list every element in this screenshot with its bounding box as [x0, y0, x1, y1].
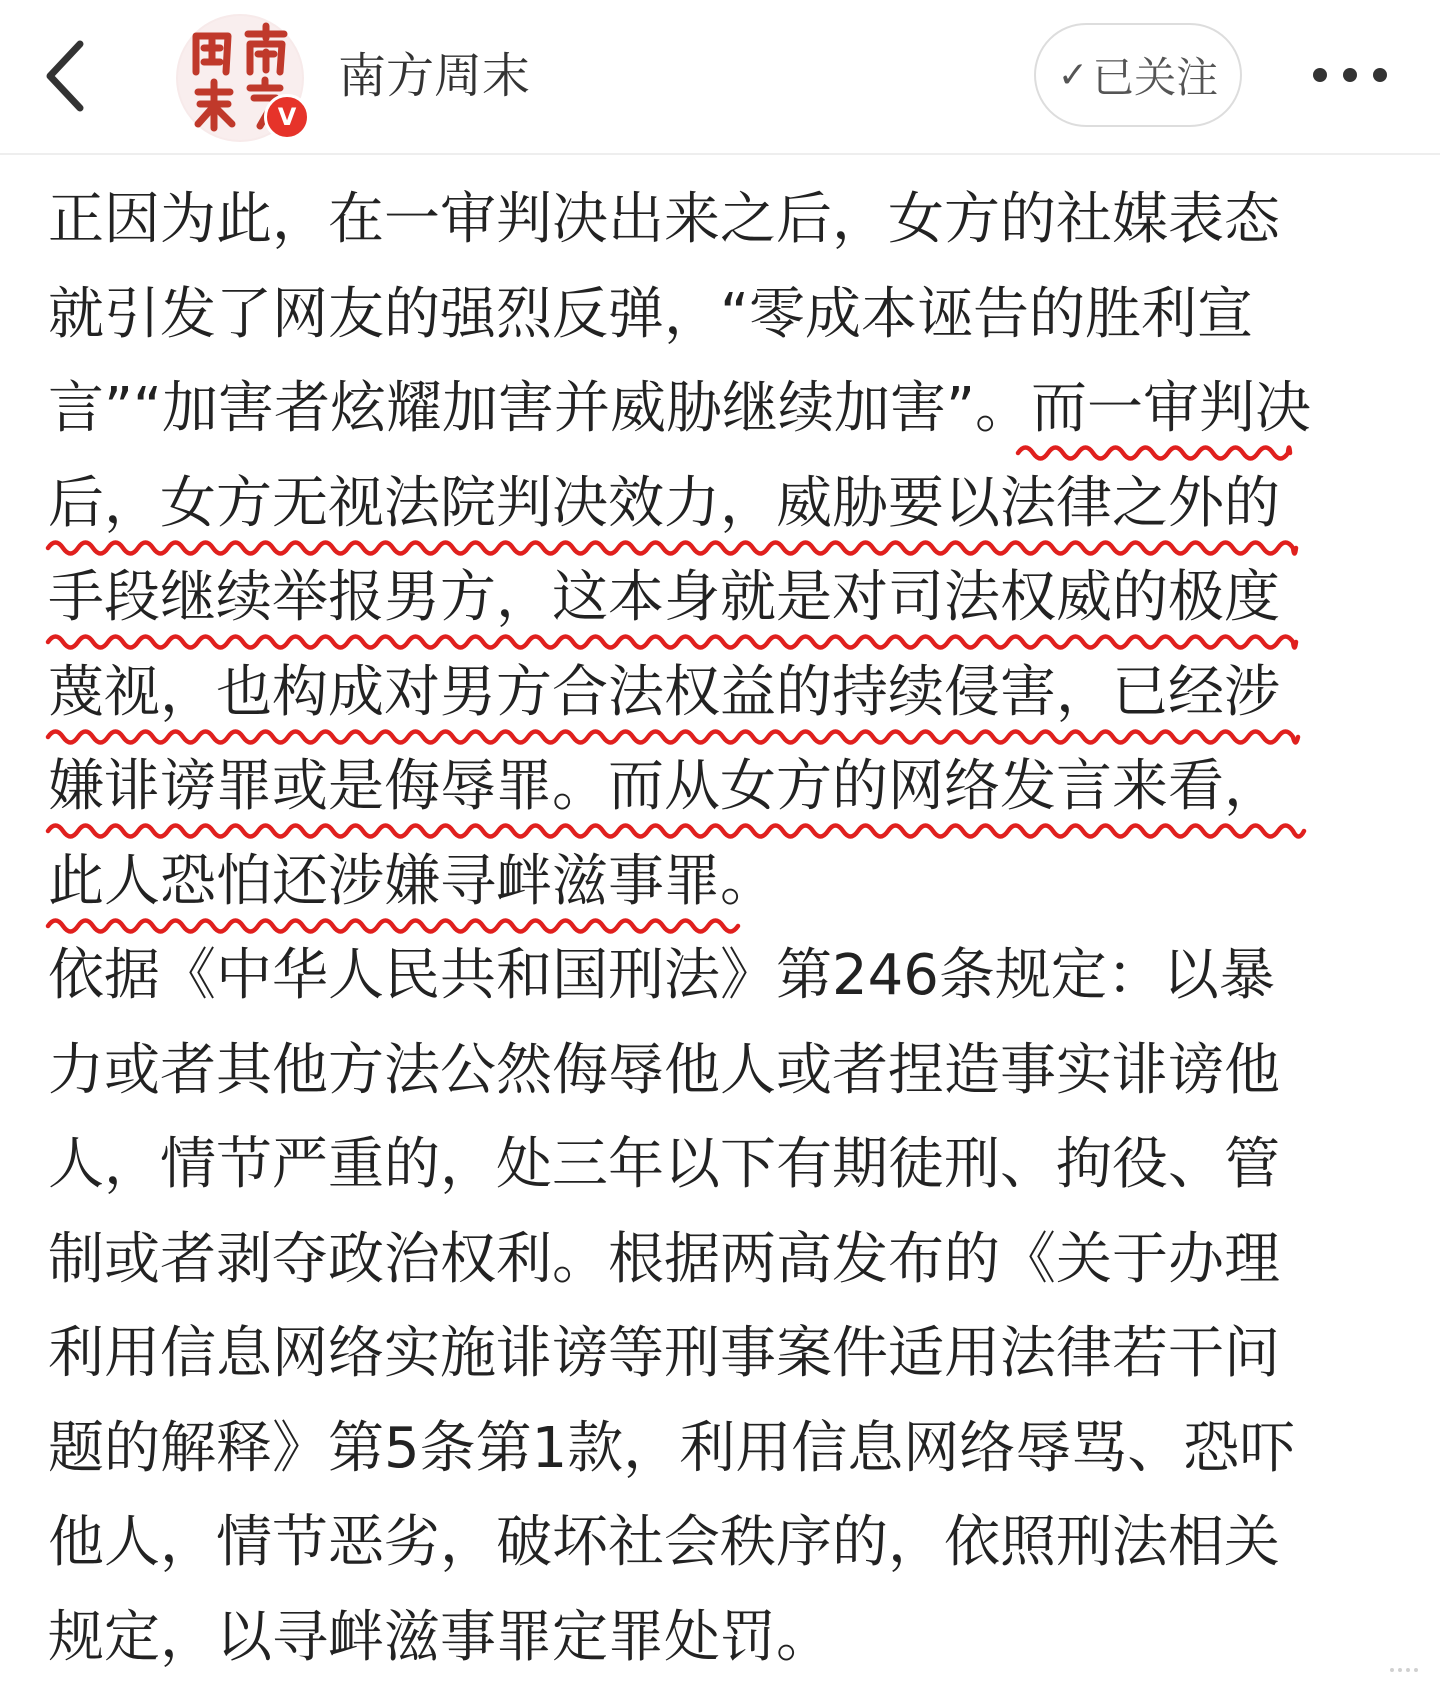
article-line: 力或者其他方法公然侮辱他人或者捏造事实诽谤他	[48, 1037, 1280, 1103]
article-line: 利用信息网络实施诽谤等刑事案件适用法律若干问	[48, 1321, 1280, 1386]
article-line: 蔑视，也构成对男方合法权益的持续侵害，已经涉	[48, 646, 1393, 741]
article-line: 人，情节严重的，处三年以下有期徒刑、拘役、管	[48, 1132, 1280, 1197]
check-icon: ✓	[1057, 54, 1089, 96]
chevron-left-icon	[40, 36, 100, 116]
article-line: 依据《中华人民共和国刑法》第246条规定：以暴	[48, 943, 1275, 1008]
article-line: 他人，情节恶劣，破坏社会秩序的，依照刑法相关	[48, 1510, 1280, 1575]
article-line: 制或者剥夺政治权利。根据两高发布的《关于办理	[48, 1226, 1280, 1292]
watermark-dots	[1388, 1663, 1422, 1677]
article-line: 嫌诽谤罪或是侮辱罪。而从女方的网络发言来看，	[48, 740, 1393, 835]
article-line: 规定，以寻衅滋事罪定罪处罚。	[48, 1604, 832, 1670]
account-name[interactable]: 南方周末	[338, 48, 531, 104]
follow-button-label: 已关注	[1092, 53, 1219, 102]
avatar[interactable]	[176, 14, 304, 142]
more-dots-icon	[1300, 50, 1400, 100]
article-body	[48, 173, 1393, 1685]
article-line: 手段继续举报男方，这本身就是对司法权威的极度	[48, 551, 1393, 646]
follow-button[interactable]	[1034, 23, 1242, 127]
article-line: 言”“加害者炫耀加害并威胁继续加害”。而一审判决	[48, 362, 1393, 457]
article-line: 就引发了网友的强烈反弹，“零成本诬告的胜利宣	[48, 281, 1254, 347]
top-bar	[0, 0, 1440, 155]
article-line: 后，女方无视法院判决效力，威胁要以法律之外的	[48, 457, 1393, 552]
article-line: 题的解释》第5条第1款，利用信息网络辱骂、恐吓	[48, 1415, 1296, 1481]
article-line: 此人恐怕还涉嫌寻衅滋事罪。	[48, 835, 1393, 930]
more-button[interactable]	[1300, 50, 1400, 100]
article-line: 正因为此，在一审判决出来之后，女方的社媒表态	[48, 187, 1280, 252]
back-button[interactable]	[40, 36, 100, 116]
verified-badge: V	[264, 94, 310, 140]
